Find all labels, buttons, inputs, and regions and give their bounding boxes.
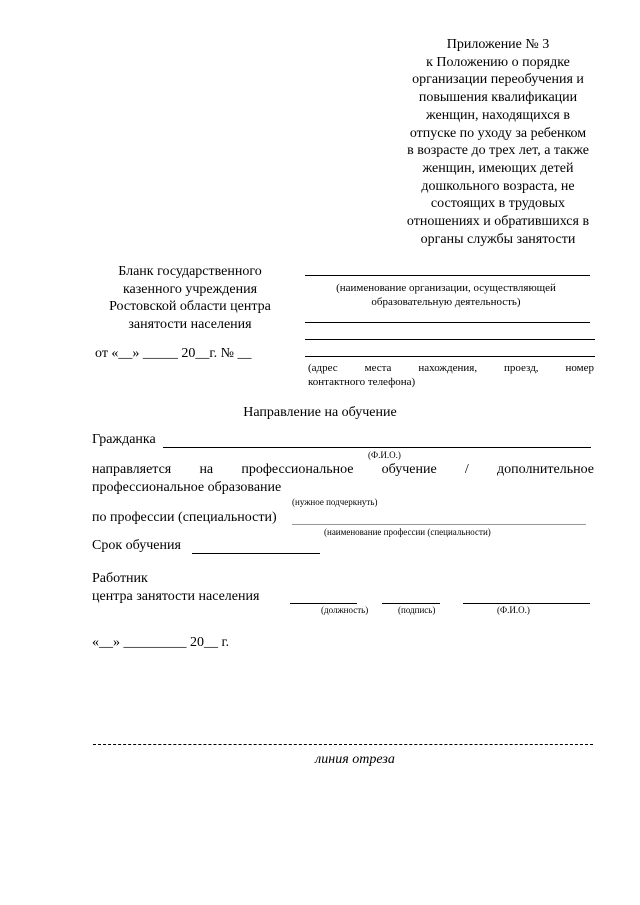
appendix-line: состоящих в трудовых xyxy=(430,196,566,212)
profession-caption: (наименование профессии (специальности) xyxy=(324,527,491,537)
letterhead-line: занятости населения xyxy=(128,317,252,333)
appendix-line: в возрасте до трех лет, а также xyxy=(407,143,589,159)
issue-date-field[interactable]: «__» _________ 20__ г. xyxy=(92,635,230,650)
caption-line: образовательную деятельность) xyxy=(371,296,521,308)
organization-name-line[interactable] xyxy=(305,275,590,276)
fio-caption: (Ф.И.О.) xyxy=(368,450,401,460)
letterhead-block xyxy=(95,263,285,334)
address-line-2[interactable] xyxy=(305,339,595,340)
address-line-3[interactable] xyxy=(305,356,595,357)
cut-line-label: линия отреза xyxy=(315,752,395,767)
appendix-line: женщин, имеющих детей xyxy=(422,160,574,176)
appendix-line: повышения квалификации xyxy=(418,90,578,106)
organization-caption xyxy=(300,281,592,309)
position-caption: (должность) xyxy=(321,605,369,615)
profession-line[interactable] xyxy=(292,524,586,525)
appendix-line: к Положению о порядке xyxy=(426,54,570,70)
caption-line: (наименование организации, осуществляющей xyxy=(336,282,556,294)
profession-label: по профессии (специальности) xyxy=(92,510,277,525)
position-line[interactable] xyxy=(290,603,357,604)
citizen-label: Гражданка xyxy=(92,432,156,447)
appendix-line: организации переобучения и xyxy=(412,72,584,88)
sent-line: направляется на профессиональное обучение / дополнительное xyxy=(92,462,594,477)
employee-fio-line[interactable] xyxy=(463,603,590,604)
address-caption-2: контактного телефона) xyxy=(308,376,416,388)
appendix-line: Приложение № 3 xyxy=(446,37,550,52)
citizen-name-line[interactable] xyxy=(163,447,591,448)
letterhead-line: казенного учреждения xyxy=(122,281,258,297)
duration-line[interactable] xyxy=(192,553,320,554)
signature-caption: (подпись) xyxy=(398,605,436,615)
duration-label: Срок обучения xyxy=(92,538,181,553)
date-number-field[interactable]: от «__» _____ 20__г. № __ xyxy=(95,346,252,361)
appendix-line: дошкольного возраста, не xyxy=(421,178,575,194)
employee-fio-caption: (Ф.И.О.) xyxy=(497,605,530,615)
address-caption-1: (адрес места нахождения, проезд, номер xyxy=(308,362,594,374)
cut-line xyxy=(93,744,593,745)
appendix-line: отношениях и обратившихся в xyxy=(406,214,590,230)
appendix-line: отпуске по уходу за ребенком xyxy=(409,125,587,141)
appendix-block xyxy=(388,36,608,248)
employee-label-1: Работник xyxy=(92,571,148,586)
document-title: Направление на обучение xyxy=(243,405,397,420)
letterhead-line: Ростовской области центра xyxy=(109,299,271,315)
letterhead-line: Бланк государственного xyxy=(118,264,262,279)
appendix-line: органы службы занятости xyxy=(420,231,576,247)
underline-note: (нужное подчеркнуть) xyxy=(292,497,378,507)
signature-line[interactable] xyxy=(382,603,440,604)
appendix-line: женщин, находящихся в xyxy=(426,107,570,123)
sent-line-2: профессиональное образование xyxy=(92,480,282,495)
address-line-1[interactable] xyxy=(305,322,590,323)
employee-label-2: центра занятости населения xyxy=(92,589,260,604)
